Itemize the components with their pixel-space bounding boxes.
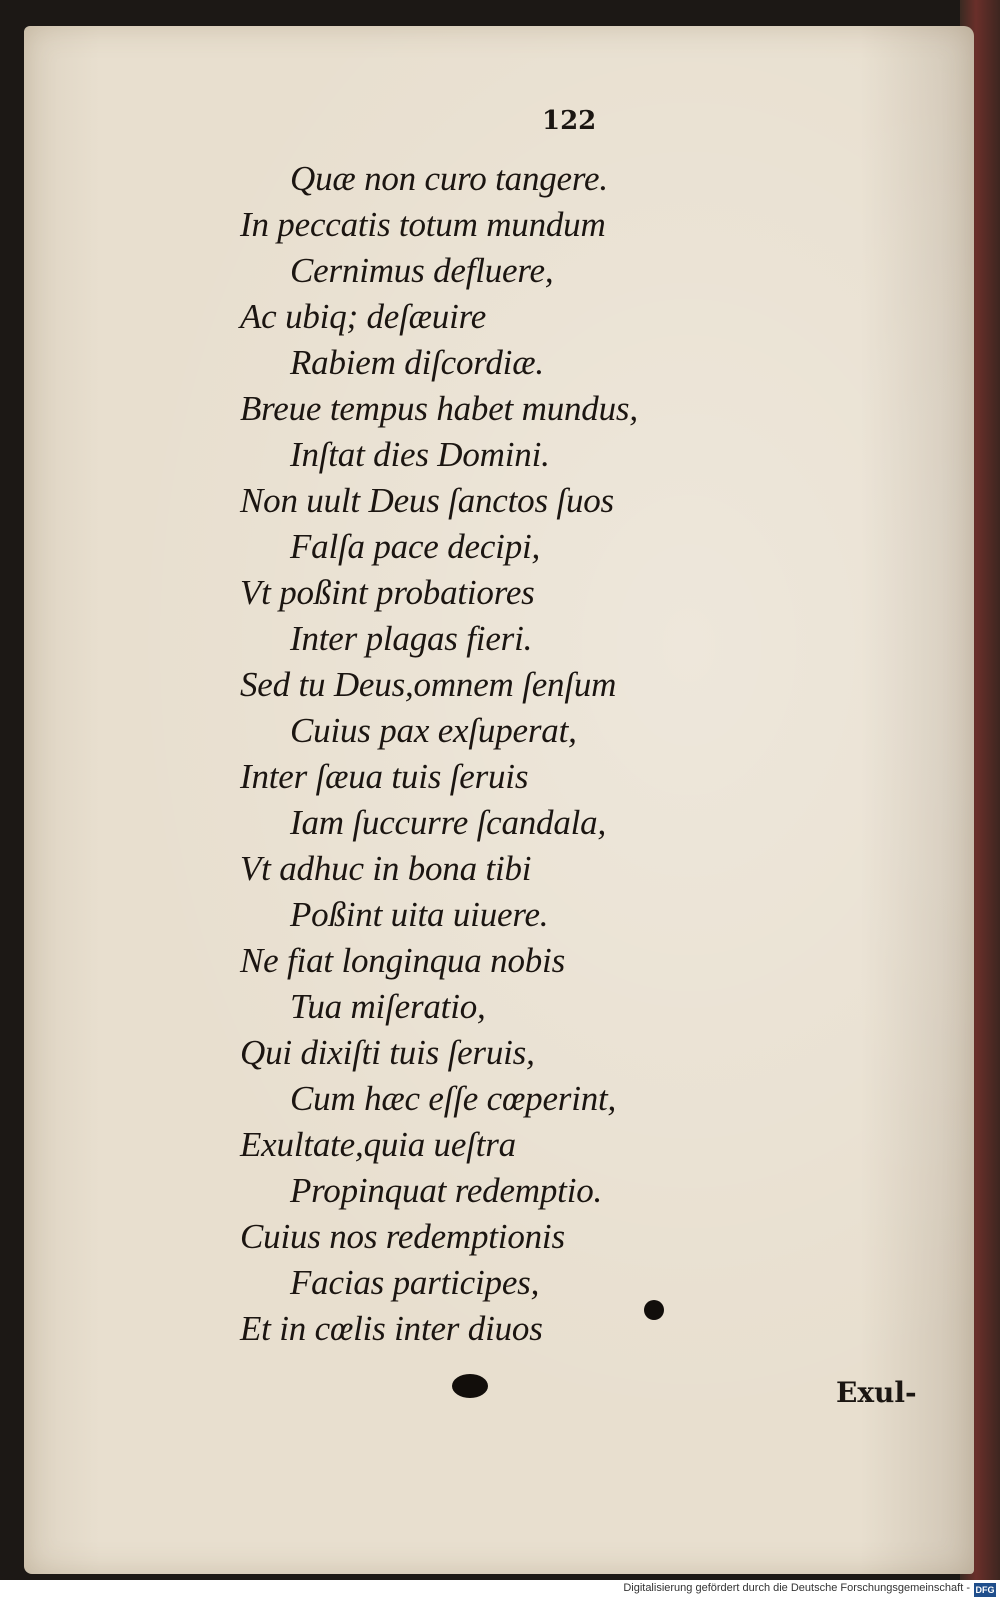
ink-blot [452,1374,488,1398]
verse-block [240,156,800,1352]
ink-blot [644,1300,664,1320]
verse-line: Non uult Deus ſanctos ſuos [240,481,614,520]
verse-line: Cernimus defluere, [290,251,554,290]
catchword: Exul- [836,1376,917,1409]
verse-line: Propinquat redemptio. [290,1171,603,1210]
page-number: 122 [542,106,597,136]
verse-line: Breue tempus habet mundus, [240,389,638,428]
verse-line: Inter ſæua tuis ſeruis [240,757,529,796]
verse-line: Iam ſuccurre ſcandala, [290,803,607,842]
verse-line: Poßint uita uiuere. [290,895,549,934]
verse-line: Sed tu Deus,omnem ſenſum [240,665,617,704]
verse-line: Cuius pax exſuperat, [290,711,577,750]
verse-line: Exultate,quia ueſtra [240,1125,516,1164]
verse-line: Facias participes, [290,1263,540,1302]
verse-line: In peccatis totum mundum [240,205,606,244]
verse-line: Cum hæc eſſe cœperint, [290,1079,617,1118]
dfg-logo: DFG [975,1585,995,1595]
verse-line: Vt adhuc in bona tibi [240,849,532,888]
verse-line: Cuius nos redemptionis [240,1217,565,1256]
verse-line: Qui dixiſti tuis ſeruis, [240,1033,535,1072]
verse-line: Ne fiat longinqua nobis [240,941,565,980]
verse-line: Tua miſeratio, [290,987,486,1026]
verse-line: Ac ubiq; deſæuire [240,297,487,336]
verse-line: Et in cœlis inter diuos [240,1309,543,1348]
verse-line: Inter plagas fieri. [290,619,533,658]
footer-credit: Digitalisierung gefördert durch die Deutsche Forschungsgemeinschaft - [623,1582,970,1594]
book-page [24,26,974,1574]
verse-line: Rabiem diſcordiæ. [290,343,544,382]
verse-line: Falſa pace decipi, [290,527,541,566]
verse-line: Vt poßint probatiores [240,573,535,612]
verse-line: Quæ non curo tangere. [290,159,608,198]
verse-line: Inſtat dies Domini. [290,435,550,474]
